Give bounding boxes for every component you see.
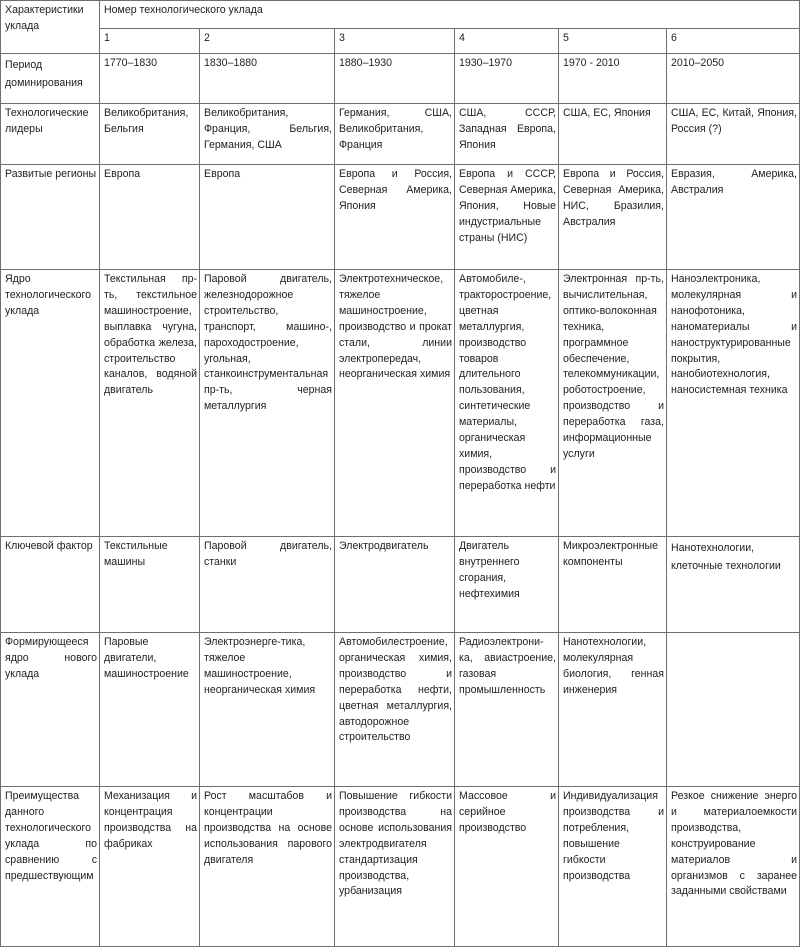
- table-cell: США, ЕС, Китай, Япония, Россия (?): [667, 104, 800, 165]
- table-cell: Электродвигатель: [335, 537, 455, 633]
- table-cell: Микроэлектронные компоненты: [559, 537, 667, 633]
- row-label-period: Период доминирования: [1, 54, 100, 104]
- mode-number-3: 3: [335, 29, 455, 54]
- table-cell: Резкое снижение энерго и материалоемкости производства, конструирование материалов и организмов с заранее заданными свойствами: [667, 787, 800, 947]
- table-cell: Автомобиле-, тракторостроение, цветная металлургия, производство товаров длительного пользования, синтетические материалы, органическая химия, производство и переработка нефти: [455, 270, 559, 537]
- mode-number-5: 5: [559, 29, 667, 54]
- table-cell: Германия, США, Великобритания, Франция: [335, 104, 455, 165]
- table-row-emerging-core: [1, 633, 800, 787]
- mode-number-4: 4: [455, 29, 559, 54]
- table-cell: Радиоэлектрони-ка, авиастроение, газовая промышленность: [455, 633, 559, 787]
- row-label-core: Ядро технологического уклада: [1, 270, 100, 537]
- table-cell: Паровые двигатели, машиностроение: [100, 633, 200, 787]
- table-cell: США, ЕС, Япония: [559, 104, 667, 165]
- table-cell: Наноэлектроника, молекулярная и нанофотоника, наноматериалы и наноструктурированные покрытия, нанобиотехнология, наносистемная техника: [667, 270, 800, 537]
- table-cell: Автомобилестроение, органическая химия, производство и переработка нефти, цветная металлургия, автодорожное строительство: [335, 633, 455, 787]
- table-cell: Евразия, Америка, Австралия: [667, 165, 800, 270]
- table-cell: 1930–1970: [455, 54, 559, 104]
- table-row-leaders: [1, 104, 800, 165]
- table-row-regions: [1, 165, 800, 270]
- table-cell: Великобритания, Франция, Бельгия, Германия, США: [200, 104, 335, 165]
- table-cell: 1880–1930: [335, 54, 455, 104]
- table-row-core: [1, 270, 800, 537]
- header-corner-cell: Характеристики уклада: [1, 1, 100, 54]
- table-cell: Индивидуализация производства и потребления, повышение гибкости производства: [559, 787, 667, 947]
- row-label-emerging-core: Формирующееся ядро нового уклада: [1, 633, 100, 787]
- table-cell: Двигатель внутреннего сгорания, нефтехимия: [455, 537, 559, 633]
- mode-number-2: 2: [200, 29, 335, 54]
- table-row-period: [1, 54, 800, 104]
- mode-number-6: 6: [667, 29, 800, 54]
- table-cell: Электронная пр-ть, вычислительная, оптико-волоконная техника, программное обеспечение, телекоммуникации, роботостроение, производство и переработка газа, информационные услуги: [559, 270, 667, 537]
- table-cell: Повышение гибкости производства на основе использования электродвигателя стандартизация производства, урбанизация: [335, 787, 455, 947]
- row-label-key-factor: Ключевой фактор: [1, 537, 100, 633]
- table-cell: Европа: [200, 165, 335, 270]
- table-row-key-factor: [1, 537, 800, 633]
- table-cell: Паровой двигатель, железнодорожное строительство, транспорт, машино-, пароходостроение, угольная, станкоинструментальная пр-ть, черная металлургия: [200, 270, 335, 537]
- table-header-row: [1, 1, 800, 29]
- table-cell: Европа и Россия, Северная Америка, Япония: [335, 165, 455, 270]
- table-cell: Паровой двигатель, станки: [200, 537, 335, 633]
- table-cell: Рост масштабов и концентрации производства на основе использования парового двигателя: [200, 787, 335, 947]
- table-cell: Текстильные машины: [100, 537, 200, 633]
- table-cell: США, СССР, Западная Европа, Япония: [455, 104, 559, 165]
- table-cell: Великобритания, Бельгия: [100, 104, 200, 165]
- row-label-advantages: Преимущества данного технологического уклада по сравнению с предшествующим: [1, 787, 100, 947]
- table-cell: [667, 633, 800, 787]
- table-cell: Нанотехнологии, молекулярная биология, генная инженерия: [559, 633, 667, 787]
- mode-number-1: 1: [100, 29, 200, 54]
- table-cell: Европа и СССР, Северная Америка, Япония, Новые индустриальные страны (НИС): [455, 165, 559, 270]
- table-cell: Европа и Россия, Северная Америка, НИС, Бразилия, Австралия: [559, 165, 667, 270]
- table-cell: Механизация и концентрация производства на фабриках: [100, 787, 200, 947]
- table-cell: Электротехническое, тяжелое машиностроение, производство и прокат стали, линии электропередач, неорганическая химия: [335, 270, 455, 537]
- table-header-numbers-row: [1, 29, 800, 54]
- table-cell: Нанотехнологии, клеточные технологии: [667, 537, 800, 633]
- header-group-title: Номер технологического уклада: [100, 1, 800, 29]
- table-cell: 2010–2050: [667, 54, 800, 104]
- row-label-regions: Развитые регионы: [1, 165, 100, 270]
- table-cell: Массовое и серийное производство: [455, 787, 559, 947]
- table-cell: 1830–1880: [200, 54, 335, 104]
- table-cell: Текстильная пр-ть, текстильное машиностроение, выплавка чугуна, обработка железа, строительство каналов, водяной двигатель: [100, 270, 200, 537]
- table-cell: 1970 - 2010: [559, 54, 667, 104]
- table-cell: 1770–1830: [100, 54, 200, 104]
- table-cell: Электроэнерге-тика, тяжелое машиностроение, неорганическая химия: [200, 633, 335, 787]
- table-row-advantages: [1, 787, 800, 947]
- table-cell: Европа: [100, 165, 200, 270]
- row-label-leaders: Технологические лидеры: [1, 104, 100, 165]
